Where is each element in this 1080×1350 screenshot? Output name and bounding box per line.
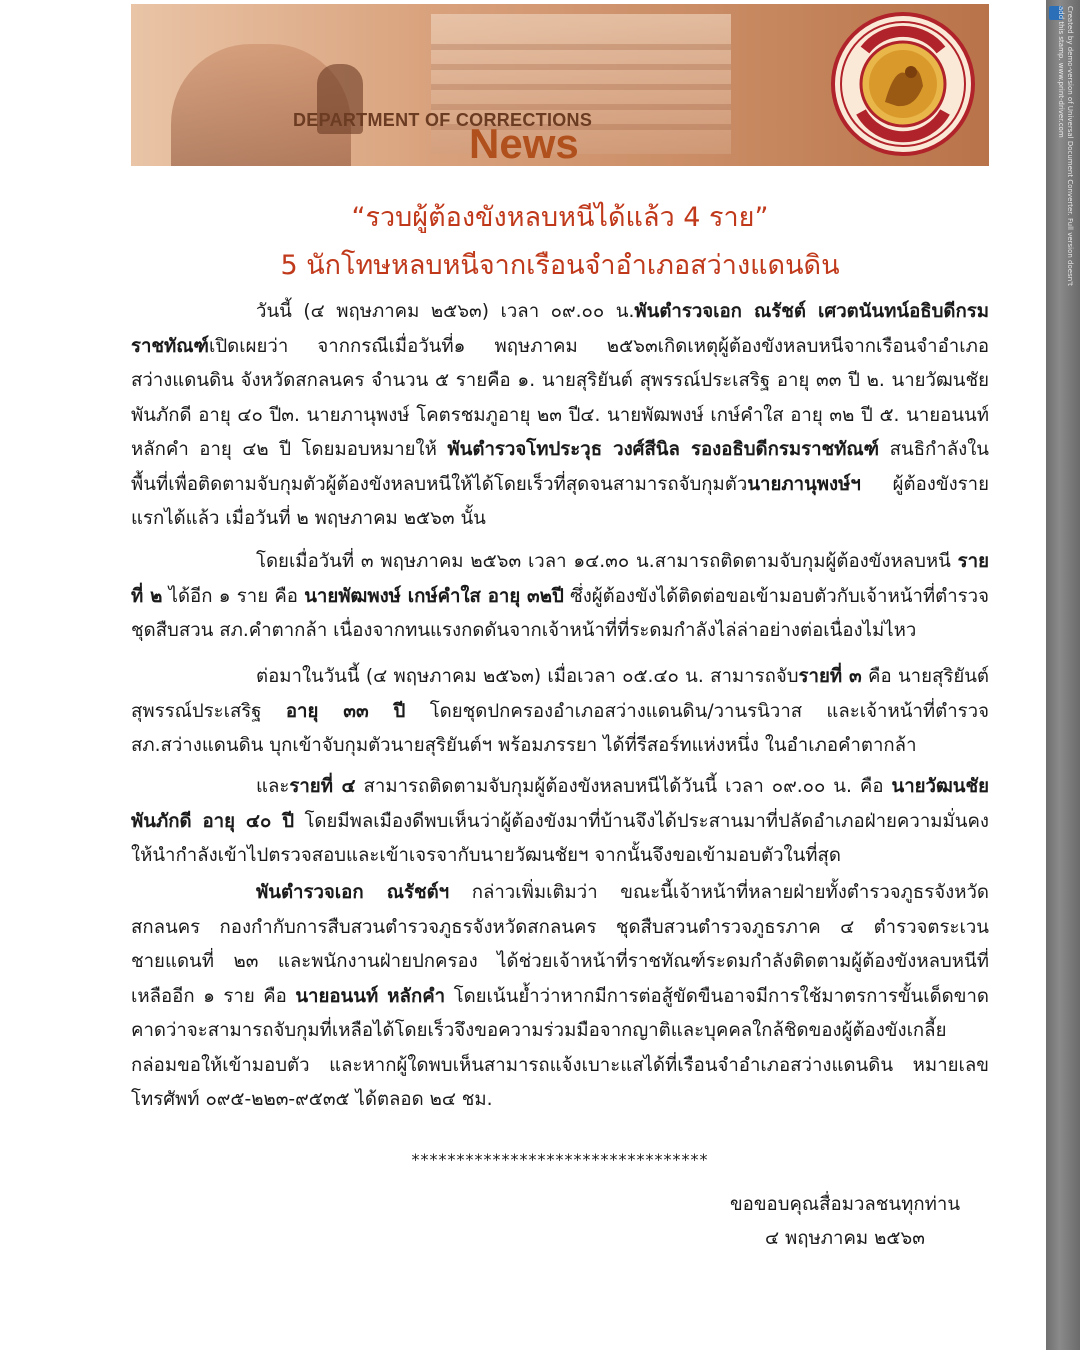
paragraph-4 bbox=[131, 770, 989, 874]
closing-thanks: ขอขอบคุณสื่อมวลชนทุกท่าน bbox=[729, 1194, 961, 1215]
p5-text: โดยเน้นย้ำว่าหากมีการต่อสู้ขัดขืนอาจมีการใช้มาตรการขั้นเด็ดขาด คาดว่าจะสามารถจับกุมที่เหลือได้โดยเร็วจึงขอความร่วมมือจากญาติและบุคคลใกล้ชิดของผู้ต้องขังเกลี้ยกล่อมขอให้เข้ามอบตัว และหากผู้ใดพบเห็นสามารถแจ้งเบาะแสได้ที่เรือนจำอำเภอสว่างแดนดิน หมายเลขโทรศัพท์ ๐๙๕-๒๒๓-๙๕๓๕ ได้ตลอด ๒๔ ชม. bbox=[131, 985, 989, 1110]
p4-case-label: รายที่ ๔ bbox=[289, 776, 356, 797]
paragraph-3 bbox=[131, 660, 989, 764]
p4-text: สามารถติดตามจับกุมผู้ต้องขังหลบหนีได้วันนี้ เวลา ๐๙.๐๐ น. คือ bbox=[355, 776, 892, 797]
closing-block bbox=[700, 1188, 990, 1256]
p3-text: โดยชุดปกครองอำเภอสว่างแดนดิน/วานรนิวาส และเจ้าหน้าที่ตำรวจ สภ.สว่างแดนดิน บุกเข้าจับกุมตัวนายสุริยันต์ฯ พร้อมภรรยา ได้ที่รีสอร์ทแห่งหนึ่ง ในอำเภอคำตากล้า bbox=[131, 700, 989, 756]
p2-text: ได้อีก ๑ ราย คือ bbox=[162, 585, 305, 607]
banner-news-text: News bbox=[469, 120, 579, 166]
paragraph-5 bbox=[131, 876, 989, 1118]
p3-text: คือ นายสุริยันต์ สุพรรณ์ประเสริฐ bbox=[131, 666, 990, 722]
p4-text: และ bbox=[256, 776, 290, 797]
p2-text: โดยเมื่อวันที่ ๓ พฤษภาคม ๒๕๖๓ เวลา ๑๔.๓๐ น.สามารถติดตามจับกุมผู้ต้องขังหลบหนี bbox=[256, 551, 958, 572]
department-seal-logo bbox=[831, 12, 975, 156]
p1-text: วันนี้ (๔ พฤษภาคม ๒๕๖๓) เวลา ๐๙.๐๐ น. bbox=[256, 301, 635, 322]
p4-inmate: นายวัฒนชัย พันภักดี อายุ ๔๐ ปี bbox=[131, 776, 989, 832]
p3-age: อายุ ๓๓ ปี bbox=[285, 700, 406, 722]
separator-stars: ********************************* bbox=[411, 1150, 709, 1169]
p5-director: พันตำรวจเอก ณรัชต์ฯ bbox=[256, 882, 450, 903]
headline-title: “รวบผู้ต้องขังหลบหนีได้แล้ว 4 ราย” bbox=[351, 202, 769, 233]
paragraph-2 bbox=[131, 545, 989, 649]
p2-inmate: นายพัฒพงษ์ เกษ์คำใส อายุ ๓๒ปี bbox=[304, 585, 564, 607]
closing-date: ๔ พฤษภาคม ๒๕๖๓ bbox=[765, 1228, 925, 1249]
p1-text: ผู้ต้องขังรายแรกได้แล้ว เมื่อวันที่ ๒ พฤษภาคม ๒๕๖๓ นั้น bbox=[131, 473, 989, 529]
p5-inmate: นายอนนท์ หลักคำ bbox=[295, 985, 446, 1007]
p2-case-label: รายที่ ๒ bbox=[131, 551, 989, 607]
converter-watermark-text: Created by demo-version of Universal Document Converter. Full version doesn't add this stamp. www.print-driver.com bbox=[1057, 6, 1074, 286]
p5-text: กล่าวเพิ่มเติมว่า ขณะนี้เจ้าหน้าที่หลายฝ่ายทั้งตำรวจภูธรจังหวัดสกลนคร กองกำกับการสืบสวนตำรวจภูธรจังหวัดสกลนคร ชุดสืบสวนตำรวจภูธรภาค ๔ ตำรวจตระเวนชายแดนที่ ๒๓ และพนักงานฝ่ายปกครอง ได้ช่วยเจ้าหน้าที่ราชทัณฑ์ระดมกำลังติดตามผู้ต้องขังหลบหนีที่เหลืออีก ๑ ราย คือ bbox=[131, 882, 989, 1007]
p1-first-inmate: นายภานุพงษ์ฯ bbox=[747, 473, 861, 495]
news-banner bbox=[131, 4, 989, 166]
p4-text: โดยมีพลเมืองดีพบเห็นว่าผู้ต้องขังมาที่บ้านจึงได้ประสานมาที่ปลัดอำเภอฝ่ายความมั่นคงให้นำกำลังเข้าไปตรวจสอบและเข้าเจรจากับนายวัฒนชัยฯ จากนั้นจึงขอเข้ามอบตัวในที่สุด bbox=[131, 810, 989, 866]
p2-text: ซึ่งผู้ต้องขังได้ติดต่อขอเข้ามอบตัวกับเจ้าหน้าที่ตำรวจชุดสืบสวน สภ.คำตากล้า เนื่องจากทนแรงกดดันจากเจ้าหน้าที่ที่ระดมกำลังไล่ล่าอย่างต่อเนื่องไม่ไหว bbox=[131, 585, 989, 641]
p1-text: สนธิกำลังในพื้นที่เพื่อติดตามจับกุมตัวผู้ต้องขังหลบหนีให้ได้โดยเร็วที่สุดจนสามารถจับกุมตัว bbox=[131, 439, 990, 495]
p1-text: เปิดเผยว่า จากกรณีเมื่อวันที่๑ พฤษภาคม ๒๕๖๓เกิดเหตุผู้ต้องขังหลบหนีจากเรือนจำอำเภอสว่างแดนดิน จังหวัดสกลนคร จำนวน ๕ รายคือ ๑. นายสุริยันต์ สุพรรณ์ประเสริฐ อายุ ๓๓ ปี ๒. นายวัฒนชัย พันภักดี อายุ ๔๐ ปี๓. นายภานุพงษ์ โคตรชมภูอายุ ๒๓ ปี๔. นายพัฒพงษ์ เกษ์คำใส อายุ ๓๒ ปี ๕. นายอนนท์ หลักคำ อายุ ๔๒ ปี โดยมอบหมายให้ bbox=[131, 335, 989, 460]
headline-subtitle: 5 นักโทษหลบหนีจากเรือนจำอำเภอสว่างแดนดิน bbox=[280, 250, 840, 281]
p3-case-label: รายที่ ๓ bbox=[798, 666, 862, 687]
banner-department-text: DEPARTMENT OF CORRECTIONS bbox=[293, 110, 593, 130]
p3-text: ต่อมาในวันนี้ (๔ พฤษภาคม ๒๕๖๓) เมื่อเวลา ๐๕.๔๐ น. สามารถจับ bbox=[256, 666, 799, 687]
p1-deputy: พันตำรวจโทประวุธ วงศ์สีนิล รองอธิบดีกรมราชทัณฑ์ bbox=[447, 439, 880, 460]
p1-director: พันตำรวจเอก ณรัชต์ เศวตนันทน์อธิบดีกรมราชทัณฑ์ bbox=[131, 301, 989, 357]
paragraph-1 bbox=[131, 295, 989, 537]
